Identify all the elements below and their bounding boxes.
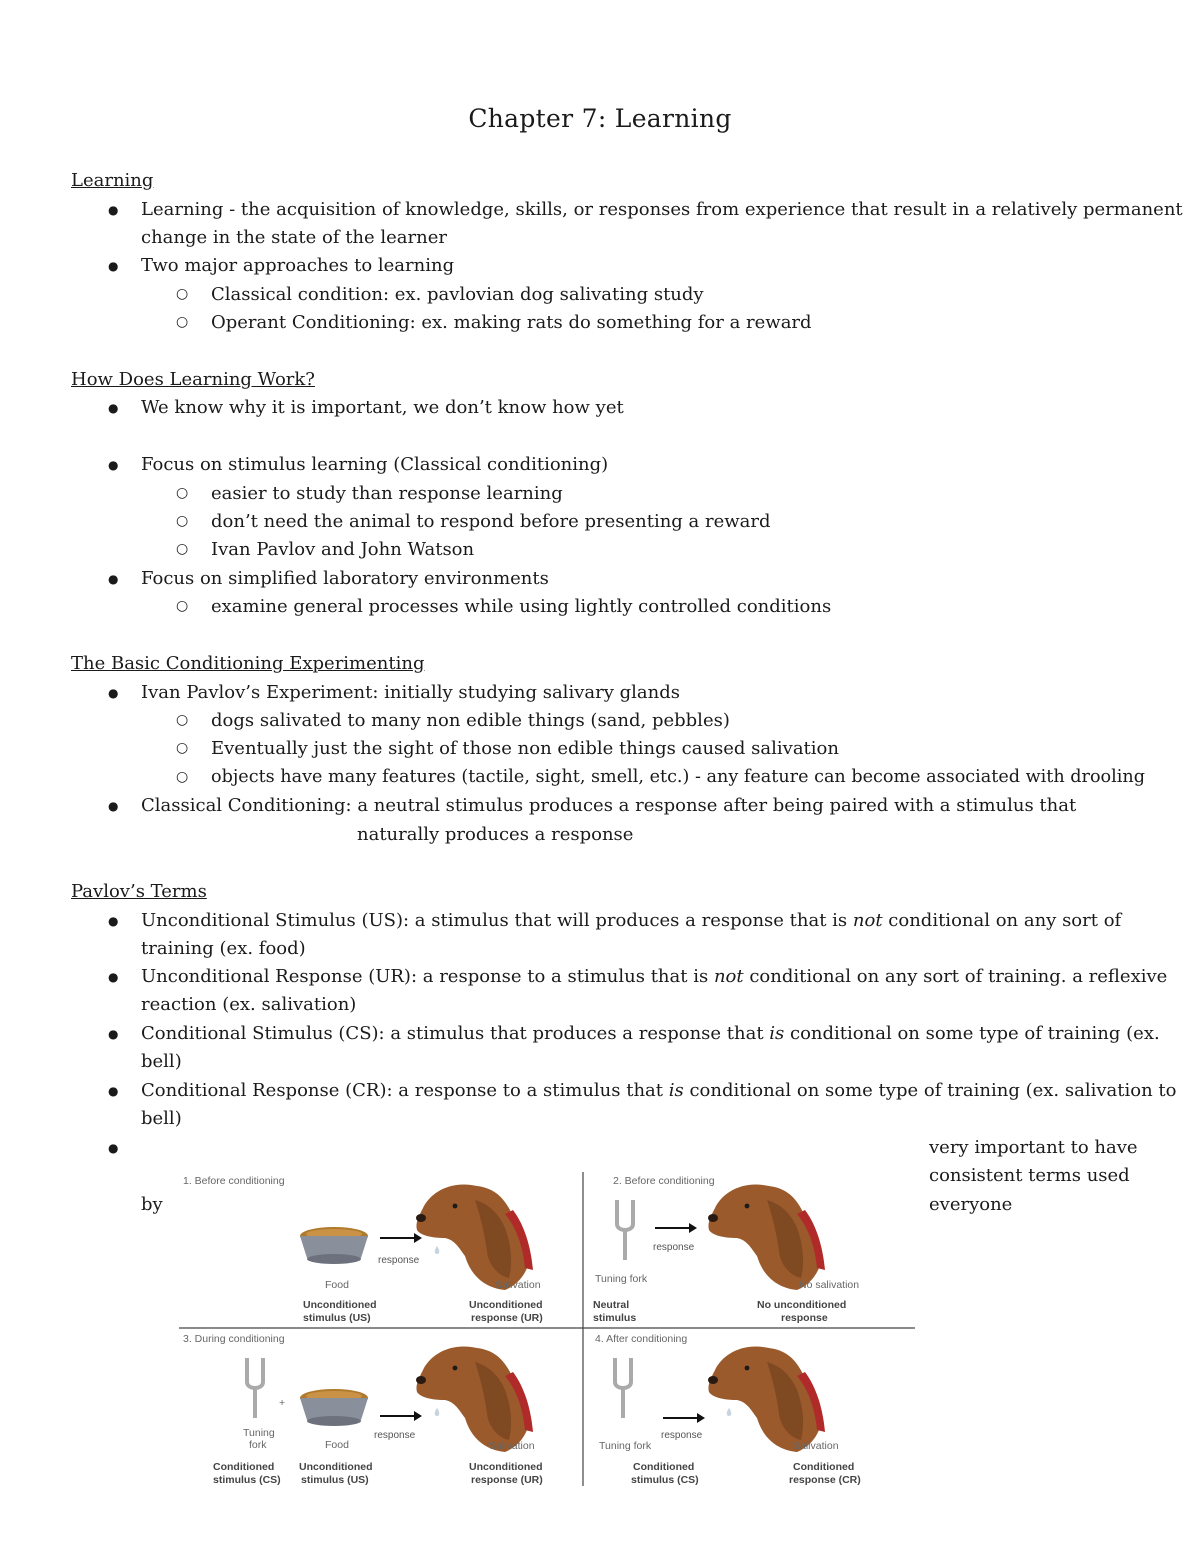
term-cr-emphasis: is: [668, 1080, 684, 1101]
term-cs: [141, 1023, 1160, 1044]
bullet-icon: ●: [108, 970, 119, 984]
dog-icon: [708, 1347, 825, 1452]
page-title: Chapter 7: Learning: [468, 104, 732, 133]
term-cs-cont: bell): [141, 1051, 182, 1072]
panel-1-response: response: [378, 1255, 420, 1266]
panel-2-fork: Tuning fork: [595, 1273, 648, 1285]
how-point-2-sub-3: Ivan Pavlov and John Watson: [211, 539, 475, 560]
sub-bullet-icon: ○: [176, 314, 189, 330]
term-cs-text: Conditional Stimulus (CS): a stimulus that produces a response that: [141, 1023, 770, 1044]
panel-4-cs-label-1: Conditioned: [633, 1461, 695, 1473]
bullet-icon: ●: [108, 1141, 119, 1155]
conditioning-figure: [175, 1168, 920, 1488]
term-ur: [141, 966, 1167, 987]
panel-4-cr-label-1: Conditioned: [793, 1461, 855, 1473]
term-cr-text-end: conditional on some type of training (ex. salivation to: [683, 1080, 1177, 1101]
learning-approach-operant: Operant Conditioning: ex. making rats do something for a reward: [211, 312, 812, 333]
arrow-icon: [655, 1223, 697, 1233]
panel-3-cs-label-2: stimulus (CS): [213, 1474, 281, 1486]
term-cr-text: Conditional Response (CR): a response to a stimulus that: [141, 1080, 669, 1101]
learning-approach-classical: Classical condition: ex. pavlovian dog salivating study: [211, 284, 704, 305]
how-point-2-sub-1: easier to study than response learning: [211, 483, 563, 504]
conditioning-diagram: [175, 1168, 920, 1488]
sub-bullet-icon: ○: [176, 740, 189, 756]
tuning-fork-icon: [247, 1358, 263, 1418]
learning-definition: Learning - the acquisition of knowledge, skills, or responses from experience that result in a relatively permanent: [141, 199, 1183, 220]
panel-3-us-label-1: Unconditioned: [299, 1461, 373, 1473]
panel-2-no-salivation: No salivation: [799, 1279, 860, 1291]
bullet-icon: ●: [108, 799, 119, 813]
panel-3-fork-1: Tuning: [243, 1427, 275, 1439]
bullet-icon: ●: [108, 914, 119, 928]
panel-3-title: 3. During conditioning: [183, 1333, 285, 1345]
panel-1-us-label-1: Unconditioned: [303, 1299, 377, 1311]
panel-3-ur-label-2: response (UR): [471, 1474, 543, 1486]
panel-3-cs-label-1: Conditioned: [213, 1461, 275, 1473]
arrow-icon: [380, 1233, 422, 1243]
panel-2-ns-label-2: stimulus: [593, 1312, 637, 1324]
drool-icon: [435, 1246, 440, 1254]
dog-icon: [708, 1185, 825, 1290]
sub-bullet-icon: ○: [176, 513, 189, 529]
terms-note-by: by: [141, 1194, 163, 1215]
term-us: [141, 910, 1121, 931]
panel-2-response: response: [653, 1242, 695, 1253]
terms-note-line-3: everyone: [929, 1194, 1013, 1215]
term-us-text: Unconditional Stimulus (US): a stimulus that will produces a response that is: [141, 910, 853, 931]
bullet-icon: ●: [108, 203, 119, 217]
term-ur-text: Unconditional Response (UR): a response to a stimulus that is: [141, 966, 714, 987]
panel-3-response: response: [374, 1430, 416, 1441]
panel-4-cs-label-2: stimulus (CS): [631, 1474, 699, 1486]
term-ur-cont: reaction (ex. salivation): [141, 994, 357, 1015]
dog-icon: [416, 1185, 533, 1290]
panel-2-title: 2. Before conditioning: [613, 1175, 715, 1187]
basic-point-1: Ivan Pavlov’s Experiment: initially studying salivary glands: [141, 682, 680, 703]
basic-point-1-sub-3: objects have many features (tactile, sight, smell, etc.) - any feature can become associated with drooling: [211, 767, 1145, 787]
food-bowl-icon: [300, 1389, 368, 1426]
panel-3-plus: +: [279, 1397, 286, 1409]
terms-note-line-1: very important to have: [929, 1137, 1138, 1158]
sub-bullet-icon: ○: [176, 769, 189, 785]
panel-1-ur-label-2: response (UR): [471, 1312, 543, 1324]
term-cs-text-end: conditional on some type of training (ex.: [784, 1023, 1160, 1044]
bullet-icon: ●: [108, 401, 119, 415]
panel-1-salivation: Salivation: [495, 1279, 541, 1291]
term-us-emphasis: not: [852, 910, 883, 931]
bullet-icon: ●: [108, 458, 119, 472]
sub-bullet-icon: ○: [176, 598, 189, 614]
sub-bullet-icon: ○: [176, 541, 189, 557]
panel-1-us-label-2: stimulus (US): [303, 1312, 371, 1324]
panel-4-title: 4. After conditioning: [595, 1333, 688, 1345]
section-heading-how: How Does Learning Work?: [71, 369, 315, 390]
arrow-icon: [380, 1411, 422, 1421]
panel-3-us-label-2: stimulus (US): [301, 1474, 369, 1486]
panel-4-response: response: [661, 1430, 703, 1441]
panel-3-food: Food: [325, 1439, 349, 1451]
how-point-2-sub-2: don’t need the animal to respond before presenting a reward: [211, 511, 771, 532]
term-us-text-end: conditional on any sort of: [882, 910, 1122, 931]
section-heading-terms: Pavlov’s Terms: [71, 881, 207, 902]
panel-4-salivation: Salivation: [793, 1440, 839, 1452]
how-point-1: We know why it is important, we don’t know how yet: [141, 397, 624, 418]
term-ur-emphasis: not: [713, 966, 744, 987]
term-ur-text-end: conditional on any sort of training. a reflexive: [743, 966, 1168, 987]
bullet-icon: ●: [108, 1027, 119, 1041]
sub-bullet-icon: ○: [176, 286, 189, 302]
panel-2-nr-label-2: response: [781, 1312, 828, 1324]
basic-point-2: Classical Conditioning: a neutral stimulus produces a response after being paired with a stimulus that: [141, 795, 1077, 816]
section-heading-basic: The Basic Conditioning Experimenting: [71, 653, 425, 674]
panel-1-title: 1. Before conditioning: [183, 1175, 285, 1187]
panel-1-food: Food: [325, 1279, 349, 1291]
how-point-2: Focus on stimulus learning (Classical conditioning): [141, 454, 609, 475]
drool-icon: [435, 1408, 440, 1416]
term-cr-cont: bell): [141, 1108, 182, 1129]
learning-definition-cont: change in the state of the learner: [141, 227, 447, 248]
panel-2-ns-label-1: Neutral: [593, 1299, 630, 1311]
bullet-icon: ●: [108, 1084, 119, 1098]
panel-1-ur-label-1: Unconditioned: [469, 1299, 543, 1311]
terms-note-line-2: consistent terms used: [929, 1165, 1130, 1186]
basic-point-2-cont: naturally produces a response: [357, 824, 634, 845]
bullet-icon: ●: [108, 686, 119, 700]
panel-2-nr-label-1: No unconditioned: [757, 1299, 847, 1311]
food-bowl-icon: [300, 1227, 368, 1264]
section-heading-learning: Learning: [71, 170, 154, 191]
tuning-fork-icon: [617, 1200, 633, 1260]
panel-3-fork-2: fork: [249, 1439, 267, 1451]
term-us-cont: training (ex. food): [141, 938, 306, 959]
term-cs-emphasis: is: [769, 1023, 785, 1044]
panel-3-salivation: Salivation: [489, 1440, 535, 1452]
bullet-icon: ●: [108, 259, 119, 273]
basic-point-1-sub-2: Eventually just the sight of those non edible things caused salivation: [211, 738, 839, 759]
panel-4-fork: Tuning fork: [599, 1440, 652, 1452]
term-cr: [141, 1080, 1176, 1101]
sub-bullet-icon: ○: [176, 712, 189, 728]
arrow-icon: [663, 1413, 705, 1423]
drool-icon: [727, 1408, 732, 1416]
how-point-3-sub-1: examine general processes while using lightly controlled conditions: [211, 596, 832, 617]
tuning-fork-icon: [615, 1358, 631, 1418]
dog-icon: [416, 1347, 533, 1452]
learning-approaches: Two major approaches to learning: [141, 255, 455, 276]
panel-3-ur-label-1: Unconditioned: [469, 1461, 543, 1473]
bullet-icon: ●: [108, 572, 119, 586]
sub-bullet-icon: ○: [176, 485, 189, 501]
panel-4-cr-label-2: response (CR): [789, 1474, 861, 1486]
how-point-3: Focus on simplified laboratory environments: [141, 568, 549, 589]
basic-point-1-sub-1: dogs salivated to many non edible things (sand, pebbles): [211, 710, 730, 731]
